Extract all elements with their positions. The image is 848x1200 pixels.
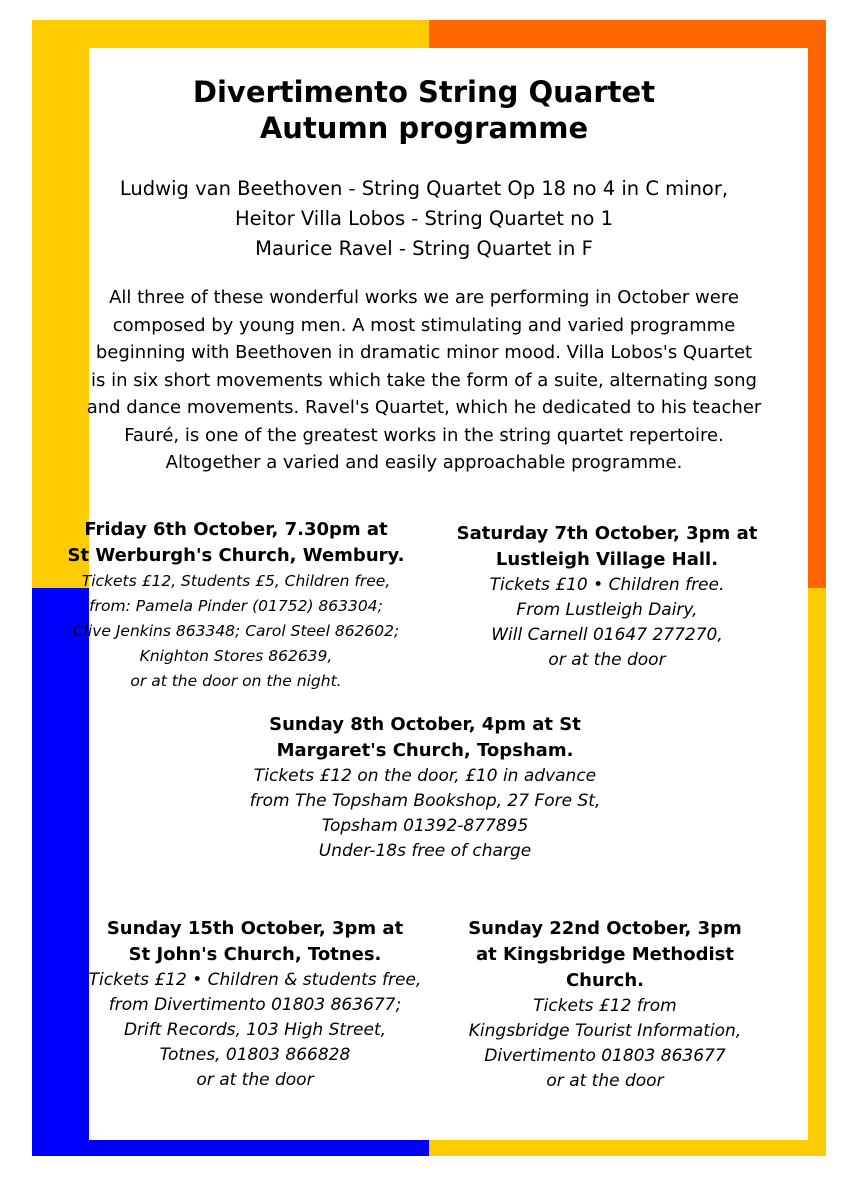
concert-details [445,994,765,1094]
concert-heading-line: St Werburgh's Church, Wembury. [67,545,405,566]
work-ravel: Maurice Ravel - String Quartet in F [255,237,593,260]
concert-details [70,968,440,1093]
concert-heading-line: Saturday 7th October, 3pm at [456,523,758,544]
concert-heading-line: Friday 6th October, 7.30pm at [84,519,388,540]
description-line: Fauré, is one of the greatest works in the string quartet repertoire. [124,424,724,446]
concert-heading [445,916,765,994]
concert-heading-line: Lustleigh Village Hall. [495,549,719,570]
concert-detail-line: Tickets £10 • Children free. [489,575,725,595]
concert-detail-line: Tickets £12 from [533,996,677,1016]
concert-detail-line: Tickets £12 on the door, £10 in advance [253,766,597,786]
page-title [32,74,816,146]
concert-heading-line: Sunday 8th October, 4pm at St [269,714,581,735]
concert-heading [70,916,440,968]
work-beethoven: Ludwig van Beethoven - String Quartet Op 18 no 4 in C minor, [119,177,729,200]
description-line: beginning with Beethoven in dramatic minor mood. Villa Lobos's Quartet [95,342,753,363]
concert-topsham [210,712,640,864]
description-line: and dance movements. Ravel's Quartet, which he dedicated to his teacher [86,397,762,418]
title-line-1: Divertimento String Quartet [192,75,656,109]
programme-description [70,284,778,477]
concert-heading-line: Margaret's Church, Topsham. [276,740,574,761]
description-line: is in six short movements which take the form of a suite, alternating song [91,369,757,391]
concert-detail-line: Tickets £12, Students £5, Children free, [81,572,391,590]
concert-heading-line: at Kingsbridge Methodist [475,944,734,965]
concert-detail-line: or at the door on the night. [130,672,342,690]
concert-heading [432,521,782,573]
title-line-2: Autumn programme [259,111,589,145]
concert-detail-line: Kingsbridge Tourist Information, [468,1021,742,1041]
concert-detail-line: or at the door [548,650,666,670]
concert-detail-line: Clive Jenkins 863348; Carol Steel 862602; [72,622,400,640]
concert-heading-line: St John's Church, Totnes. [128,944,382,965]
concert-detail-line: Totnes, 01803 866828 [159,1045,351,1065]
work-villa-lobos: Heitor Villa Lobos - String Quartet no 1 [235,207,613,230]
concert-heading-line: Sunday 22nd October, 3pm [468,918,742,939]
concert-lustleigh [432,521,782,673]
concert-details [50,569,422,694]
concert-kingsbridge [445,916,765,1094]
concert-detail-line: from Divertimento 01803 863677; [108,995,402,1015]
concert-heading-line: Sunday 15th October, 3pm at [106,918,404,939]
concert-detail-line: or at the door [546,1071,664,1091]
concert-details [210,764,640,864]
concert-detail-line: or at the door [196,1070,314,1090]
description-line: composed by young men. A most stimulating and varied programme [112,314,736,336]
concert-detail-line: Drift Records, 103 High Street, [123,1020,387,1040]
concert-details [432,573,782,673]
concert-detail-line: Topsham 01392-877895 [321,816,529,836]
concert-detail-line: from The Topsham Bookshop, 27 Fore St, [249,791,601,811]
concert-detail-line: Tickets £12 • Children & students free, [88,970,422,990]
concert-detail-line: Under-18s free of charge [318,841,532,861]
concert-totnes [70,916,440,1093]
description-line: All three of these wonderful works we are performing in October were [109,287,739,308]
concert-wembury [50,517,422,694]
concert-heading [50,517,422,569]
concert-heading-line: Church. [565,970,645,991]
works-list [32,174,816,264]
concert-detail-line: Knighton Stores 862639, [139,647,333,665]
concert-detail-line: Divertimento 01803 863677 [484,1046,726,1066]
concert-heading [210,712,640,764]
concert-detail-line: from: Pamela Pinder (01752) 863304; [89,597,383,615]
concert-detail-line: From Lustleigh Dairy, [516,600,698,620]
concert-detail-line: Will Carnell 01647 277270, [491,625,723,645]
description-line: Altogether a varied and easily approachable programme. [165,452,683,473]
